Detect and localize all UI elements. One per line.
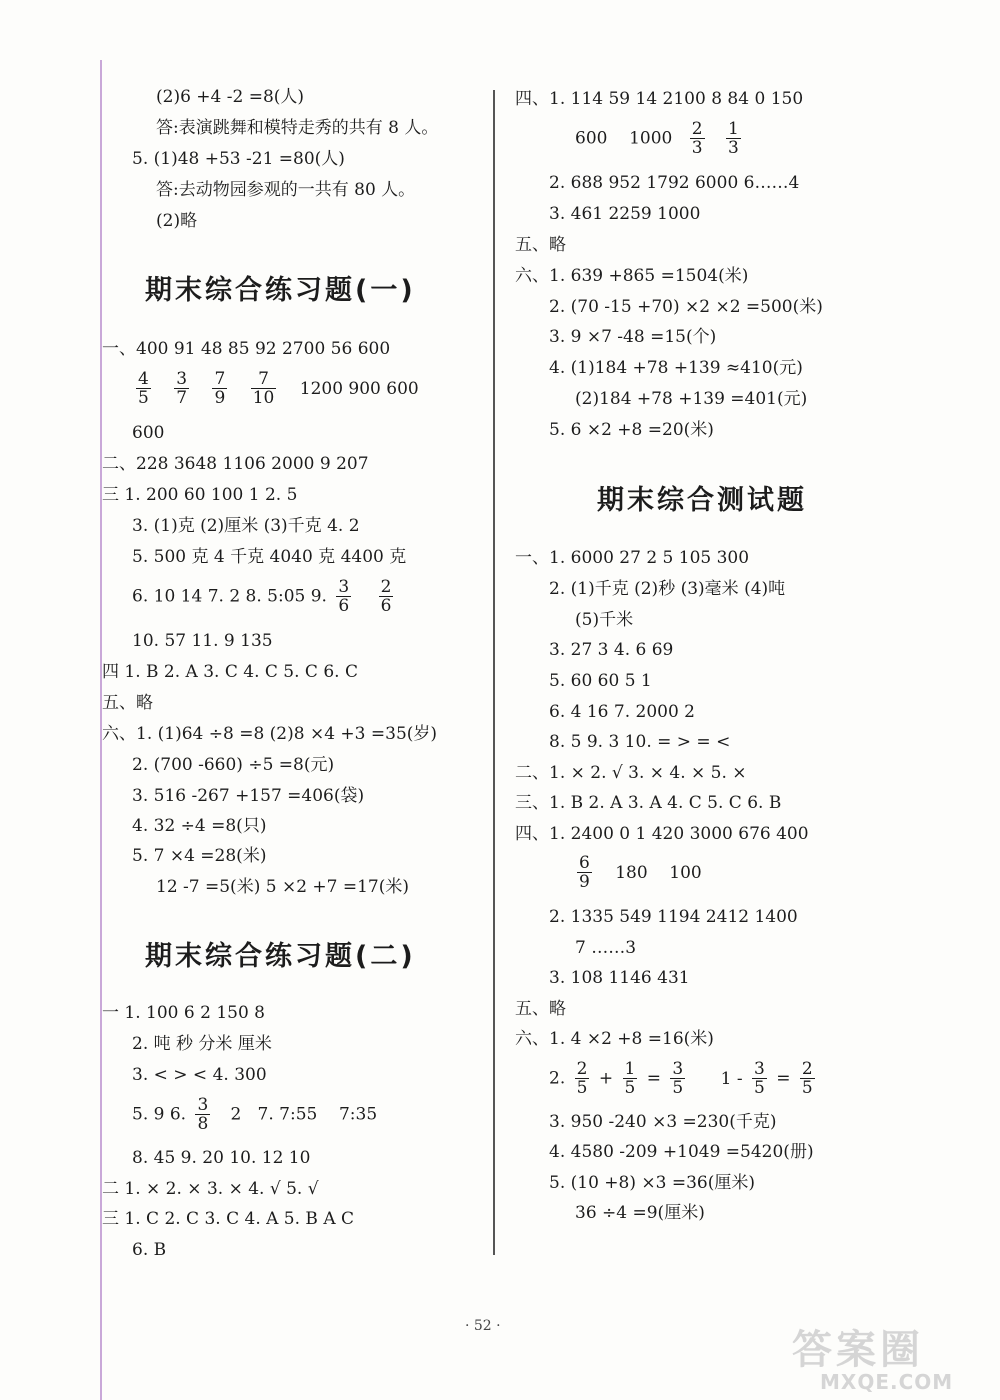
answer-line: 6. 4 16 7. 2000 2 bbox=[549, 702, 695, 722]
fraction: $\frac{1}{5}$ bbox=[624, 1059, 636, 1098]
answer-line: 五、略 bbox=[515, 999, 566, 1019]
answer-line: 6. B bbox=[132, 1240, 167, 1260]
answer-line: 四、1. 114 59 14 2100 8 84 0 150 bbox=[515, 89, 804, 109]
fraction: $\frac{7}{9}$ bbox=[214, 369, 226, 408]
answer-line: 2. 1335 549 1194 2412 1400 bbox=[549, 907, 798, 927]
answer-line: 5. 500 克 4 千克 4040 克 4400 克 bbox=[132, 547, 407, 567]
answer-line: (2)略 bbox=[156, 211, 198, 231]
answer-text: 180 100 bbox=[615, 862, 702, 883]
answer-line: 四、1. 2400 0 1 420 3000 676 400 bbox=[515, 824, 809, 844]
fraction-row bbox=[132, 370, 419, 407]
answer-line: 六、1. 4 ×2 +8 =16(米) bbox=[515, 1029, 714, 1049]
answer-line: 2. (1)千克 (2)秒 (3)毫米 (4)吨 bbox=[549, 579, 786, 599]
answer-line: 5. 7 ×4 =28(米) bbox=[132, 846, 267, 866]
answer-text: 6. 10 14 7. 2 8. 5:05 9. bbox=[132, 586, 327, 607]
section-title-practice-2: 期末综合练习题(二) bbox=[145, 941, 416, 972]
answer-line: 5. (10 +8) ×3 =36(厘米) bbox=[549, 1173, 755, 1193]
answer-line: 2. 吨 秒 分米 厘米 bbox=[132, 1034, 272, 1054]
answer-line: (5)千米 bbox=[575, 610, 634, 630]
fraction: $\frac{6}{9}$ bbox=[579, 853, 590, 892]
section-title-final-test: 期末综合测试题 bbox=[597, 485, 807, 516]
equals-sign: = bbox=[776, 1068, 791, 1089]
fraction: $\frac{2}{5}$ bbox=[576, 1059, 588, 1098]
answer-line: 4. 32 ÷4 =8(只) bbox=[132, 816, 267, 836]
answer-line: 3. 461 2259 1000 bbox=[549, 204, 701, 224]
answer-line: 3. 516 -267 +157 =406(袋) bbox=[132, 786, 365, 806]
answer-line: 一 1. 100 6 2 150 8 bbox=[102, 1003, 265, 1023]
answer-line: 7 ……3 bbox=[575, 938, 637, 958]
answer-line: 600 bbox=[132, 423, 165, 443]
fraction-row bbox=[132, 1096, 377, 1133]
fraction: $\frac{4}{5}$ bbox=[138, 369, 149, 408]
answer-line: 2. 688 952 1792 6000 6……4 bbox=[549, 173, 800, 193]
answer-line: 三 1. 200 60 100 1 2. 5 bbox=[102, 485, 298, 505]
fraction: $\frac{3}{5}$ bbox=[754, 1059, 765, 1098]
answer-line: 五、略 bbox=[102, 693, 153, 713]
plus-sign: + bbox=[598, 1068, 614, 1089]
answer-line: 二、1. × 2. √ 3. × 4. × 5. × bbox=[515, 763, 747, 783]
answer-line: 4. (1)184 +78 +139 ≈410(元) bbox=[549, 358, 803, 378]
fraction-row bbox=[549, 1060, 819, 1097]
answer-line: 一、400 91 48 85 92 2700 56 600 bbox=[102, 339, 391, 359]
fraction: $\frac{7}{10}$ bbox=[252, 369, 275, 408]
fraction-row bbox=[573, 854, 702, 891]
watermark-logo bbox=[780, 1318, 995, 1398]
equals-sign: = bbox=[646, 1068, 662, 1089]
answer-line: 五、略 bbox=[515, 235, 566, 255]
answer-line: 六、1. (1)64 ÷8 =8 (2)8 ×4 +3 =35(岁) bbox=[102, 724, 438, 744]
answer-text: 2 7. 7:55 7:35 bbox=[219, 1104, 378, 1125]
watermark-sub: MXQE.COM bbox=[820, 1370, 954, 1394]
page-number: · 52 · bbox=[465, 1318, 501, 1334]
fraction: $\frac{1}{3}$ bbox=[727, 119, 739, 158]
answer-line: 3. 950 -240 ×3 =230(千克) bbox=[549, 1112, 777, 1132]
fraction: $\frac{2}{3}$ bbox=[691, 119, 703, 158]
answer-line: 8. 45 9. 20 10. 12 10 bbox=[132, 1148, 311, 1168]
answer-line: 四 1. B 2. A 3. C 4. C 5. C 6. C bbox=[102, 662, 358, 682]
answer-line: 一、1. 6000 27 2 5 105 300 bbox=[515, 548, 750, 568]
fraction: $\frac{3}{6}$ bbox=[338, 577, 350, 616]
answer-line: 8. 5 9. 3 10. = > = < bbox=[549, 732, 731, 752]
answer-line: 三、1. B 2. A 3. A 4. C 5. C 6. B bbox=[515, 793, 782, 813]
answer-line: 2. (700 -660) ÷5 =8(元) bbox=[132, 755, 335, 775]
answer-text: 1 - bbox=[720, 1068, 743, 1089]
fraction: $\frac{3}{7}$ bbox=[176, 369, 188, 408]
answer-line: 5. 6 ×2 +8 =20(米) bbox=[549, 420, 714, 440]
fraction: $\frac{2}{6}$ bbox=[380, 577, 392, 616]
answer-line: 3. (1)克 (2)厘米 (3)千克 4. 2 bbox=[132, 516, 360, 536]
answer-line: 3. < > < 4. 300 bbox=[132, 1065, 267, 1085]
fraction: $\frac{3}{5}$ bbox=[672, 1059, 684, 1098]
fraction-row bbox=[132, 578, 397, 615]
answer-text: 1200 900 600 bbox=[299, 378, 419, 399]
answer-text: 2. bbox=[549, 1068, 566, 1089]
answer-text: 5. 9 6. bbox=[132, 1104, 187, 1125]
answer-line: 答:去动物园参观的一共有 80 人。 bbox=[156, 180, 416, 200]
answer-line: 三 1. C 2. C 3. C 4. A 5. B A C bbox=[102, 1209, 355, 1229]
answer-line: 二 1. × 2. × 3. × 4. √ 5. √ bbox=[102, 1179, 319, 1199]
answer-line: 4. 4580 -209 +1049 =5420(册) bbox=[549, 1142, 814, 1162]
answer-line: 10. 57 11. 9 135 bbox=[132, 631, 273, 651]
answer-line: 12 -7 =5(米) 5 ×2 +7 =17(米) bbox=[156, 877, 410, 897]
answer-line: 答:表演跳舞和模特走秀的共有 8 人。 bbox=[156, 118, 439, 138]
answer-line: 36 ÷4 =9(厘米) bbox=[575, 1203, 705, 1223]
answer-text: 600 1000 bbox=[575, 128, 673, 149]
answer-line: 二、228 3648 1106 2000 9 207 bbox=[102, 454, 369, 474]
answer-line: 六、1. 639 +865 =1504(米) bbox=[515, 266, 749, 286]
answer-line: 2. (70 -15 +70) ×2 ×2 =500(米) bbox=[549, 297, 823, 317]
fraction: $\frac{2}{5}$ bbox=[801, 1059, 813, 1098]
answer-line: 3. 27 3 4. 6 69 bbox=[549, 640, 674, 660]
answer-line: 5. 60 60 5 1 bbox=[549, 671, 652, 691]
answer-line: 3. 108 1146 431 bbox=[549, 968, 690, 988]
watermark-main: 答案圈 bbox=[792, 1327, 924, 1373]
column-divider bbox=[493, 90, 495, 1255]
answer-line: 3. 9 ×7 -48 =15(个) bbox=[549, 327, 717, 347]
answer-line: (2)184 +78 +139 =401(元) bbox=[575, 389, 808, 409]
section-title-practice-1: 期末综合练习题(一) bbox=[145, 275, 416, 306]
fraction: $\frac{3}{8}$ bbox=[197, 1095, 209, 1134]
answer-line: 5. (1)48 +53 -21 =80(人) bbox=[132, 149, 345, 169]
answer-line: (2)6 +4 -2 =8(人) bbox=[156, 87, 305, 107]
fraction-row bbox=[575, 120, 745, 157]
